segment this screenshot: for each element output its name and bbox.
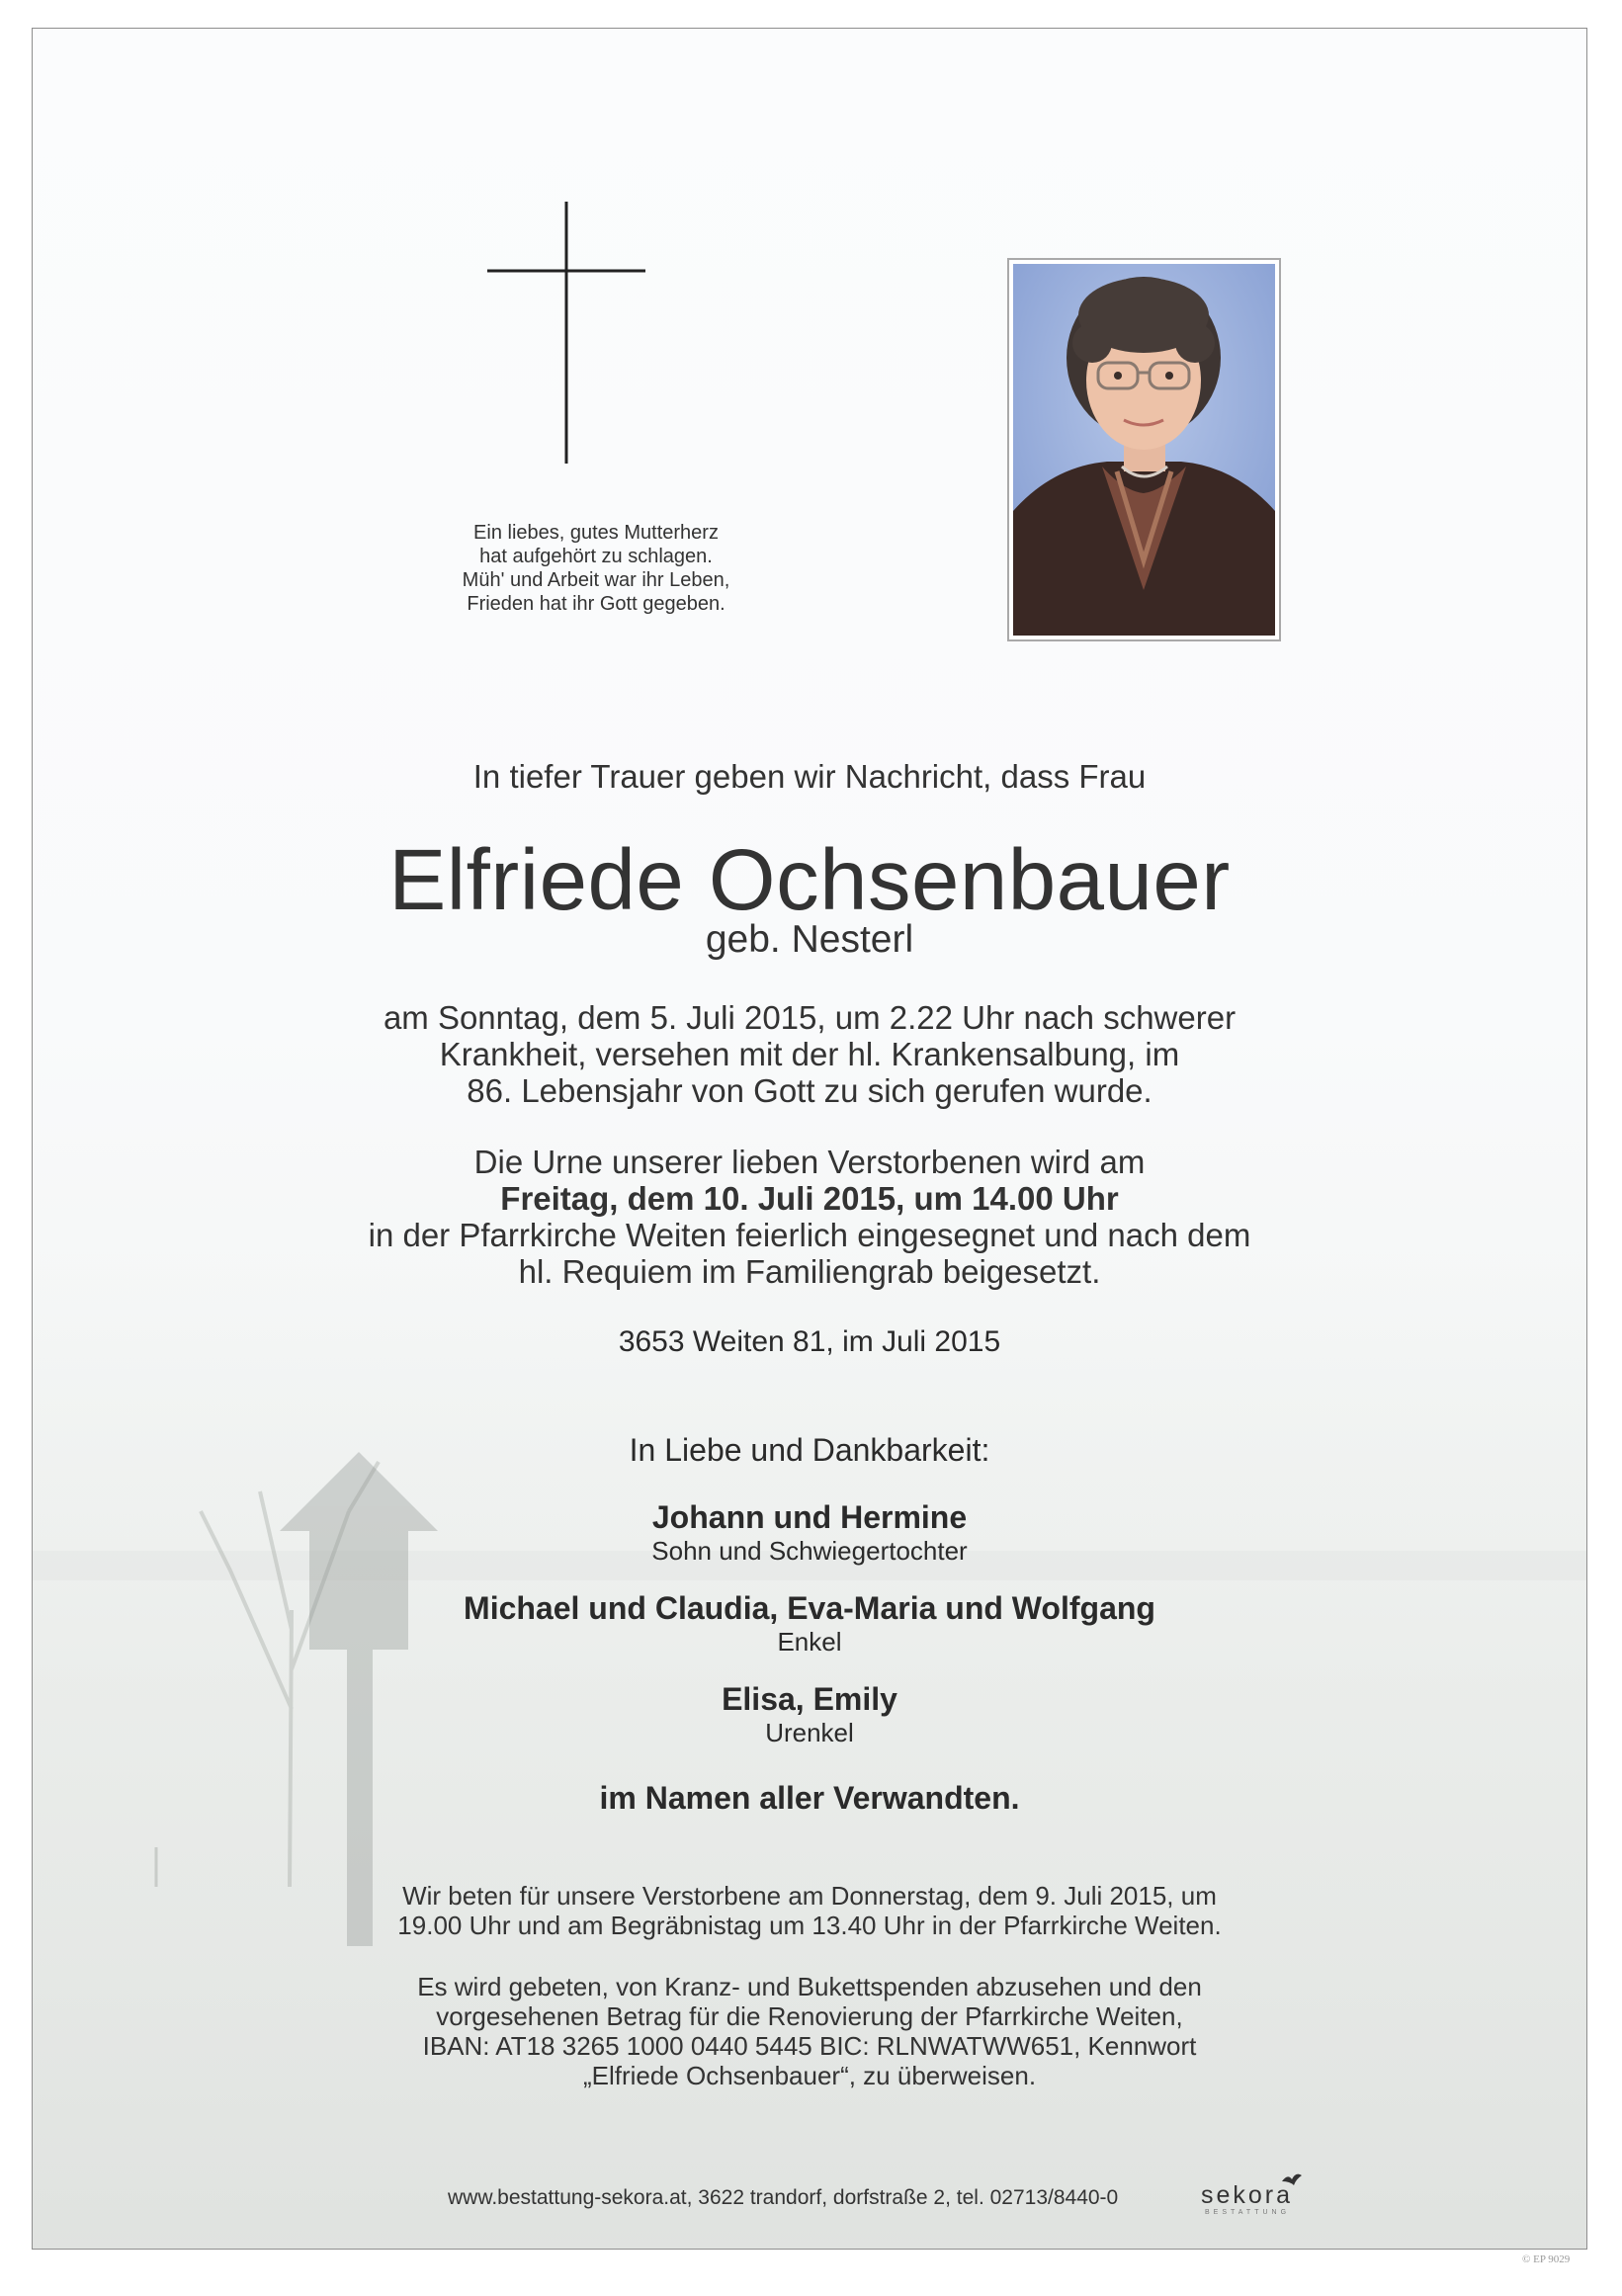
- verse: [408, 521, 784, 616]
- intro-line: In tiefer Trauer geben wir Nachricht, dass Frau: [472, 758, 1147, 795]
- donation-line: IBAN: AT18 3265 1000 0440 5445 BIC: RLNWATWW651, Kennwort: [422, 2031, 1197, 2061]
- mourner-relation: Sohn und Schwiegertochter: [651, 1536, 968, 1566]
- bird-icon: [1280, 2171, 1304, 2191]
- donation-line: vorgesehenen Betrag für die Renovierung der Pfarrkirche Weiten,: [436, 2001, 1183, 2031]
- death-notice: [33, 999, 1586, 1109]
- funeral-line: Die Urne unserer lieben Verstorbenen wird am: [473, 1144, 1146, 1180]
- prayer-line: 19.00 Uhr und am Begräbnistag um 13.40 Uhr in der Pfarrkirche Weiten.: [397, 1911, 1222, 1940]
- verse-line: Frieden hat ihr Gott gegeben.: [467, 593, 726, 615]
- mourner-names: Johann und Hermine: [651, 1499, 968, 1535]
- portrait-photo: [1007, 258, 1281, 641]
- donation-notice: [33, 1972, 1586, 2090]
- maiden-name: geb. Nesterl: [705, 918, 914, 961]
- mourner-names: Michael und Claudia, Eva-Maria und Wolfgang: [464, 1590, 1155, 1626]
- funeral-line: in der Pfarrkirche Weiten feierlich eingesegnet und nach dem: [368, 1217, 1251, 1253]
- prayer-line: Wir beten für unsere Verstorbene am Donnerstag, dem 9. Juli 2015, um: [402, 1881, 1217, 1911]
- mourner-group: [33, 1590, 1586, 1658]
- donation-line: Es wird gebeten, von Kranz- und Bukettspenden abzusehen und den: [417, 1972, 1202, 2001]
- thanks-line: In Liebe und Dankbarkeit:: [629, 1432, 990, 1468]
- company-logo: sekora: [1201, 2181, 1294, 2209]
- portrait-image: [1013, 264, 1275, 636]
- cross-icon: [487, 202, 645, 464]
- company-logo-subtitle: BESTATTUNG: [1205, 2209, 1291, 2216]
- funeral-notice: [33, 1144, 1586, 1290]
- verse-line: hat aufgehört zu schlagen.: [479, 546, 713, 567]
- place-date: 3653 Weiten 81, im Juli 2015: [618, 1325, 1001, 1358]
- death-notice-line: 86. Lebensjahr von Gott zu sich gerufen wurde.: [467, 1072, 1152, 1109]
- mourner-relation: Urenkel: [765, 1718, 854, 1747]
- donation-line: „Elfriede Ochsenbauer“, zu überweisen.: [582, 2061, 1037, 2090]
- verse-line: Müh' und Arbeit war ihr Leben,: [462, 569, 730, 591]
- print-code: © EP 9029: [1522, 2253, 1571, 2265]
- death-notice-line: am Sonntag, dem 5. Juli 2015, um 2.22 Uhr nach schwerer: [383, 999, 1237, 1036]
- mourner-group: [33, 1499, 1586, 1567]
- footer-contact: www.bestattung-sekora.at, 3622 trandorf, dorfstraße 2, tel. 02713/8440-0: [448, 2186, 1119, 2209]
- mourner-group: [33, 1681, 1586, 1748]
- mourner-names: Elisa, Emily: [722, 1681, 897, 1717]
- funeral-line: hl. Requiem im Familiengrab beigesetzt.: [518, 1253, 1101, 1290]
- mourner-relation: Enkel: [777, 1627, 842, 1657]
- deceased-name: Elfriede Ochsenbauer: [388, 832, 1231, 928]
- funeral-date: Freitag, dem 10. Juli 2015, um 14.00 Uhr: [500, 1180, 1119, 1217]
- closing-line: im Namen aller Verwandten.: [599, 1780, 1020, 1816]
- obituary-sheet: [32, 28, 1587, 2250]
- prayer-notice: [33, 1881, 1586, 1940]
- death-notice-line: Krankheit, versehen mit der hl. Krankensalbung, im: [439, 1036, 1180, 1072]
- verse-line: Ein liebes, gutes Mutterherz: [473, 522, 719, 544]
